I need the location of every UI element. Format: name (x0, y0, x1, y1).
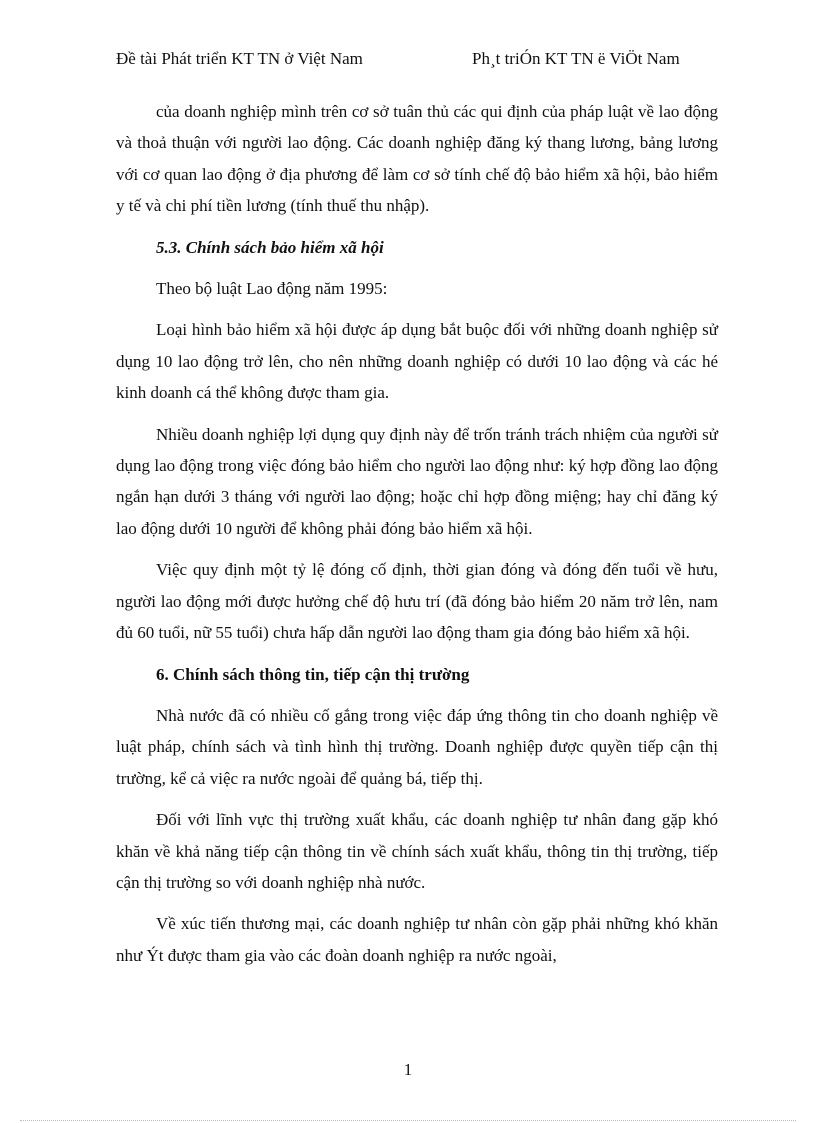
section-heading-5-3: 5.3. Chính sách bảo hiểm xã hội (156, 237, 384, 257)
page-header (116, 49, 708, 71)
paragraph-export-market: Đối với lĩnh vực thị trường xuất khẩu, các doanh nghiệp tư nhân đang gặp khó khăn về khả năng tiếp cận thông tin về chính sách xuất khẩu, thông tin thị trường, tiếp cận thị trường so với doanh nghiệp nhà nước. (116, 810, 718, 892)
paragraph-continuation: của doanh nghiệp mình trên cơ sở tuân thủ các qui định của pháp luật về lao động và thoả thuận với người lao động. Các doanh nghiệp đăng ký thang lương, bảng lương với cơ quan lao động ở địa phương để làm cơ sở tính chế độ bảo hiểm xã hội, bảo hiểm y tế và chi phí tiền lương (tính thuế thu nhập). (116, 102, 718, 216)
paragraph-labor-law: Theo bộ luật Lao động năm 1995: (156, 279, 388, 299)
header-right-title: Ph¸t triÓn KT TN ë ViÖt Nam (472, 49, 680, 68)
section-heading-6: 6. Chính sách thông tin, tiếp cận thị trường (156, 664, 470, 684)
document-body (116, 96, 718, 981)
paragraph-retirement-rules: Việc quy định một tỷ lệ đóng cố định, thời gian đóng và đóng đến tuổi về hưu, người lao động mới được hưởng chế độ hưu trí (đã đóng bảo hiểm 20 năm trở lên, nam đủ 60 tuổi, nữ 55 tuổi) chưa hấp dẫn người lao động tham gia đóng bảo hiểm xã hội. (116, 560, 718, 643)
paragraph-trade-promotion: Về xúc tiến thương mại, các doanh nghiệp tư nhân còn gặp phải những khó khăn như Ýt được tham gia vào các đoàn doanh nghiệp ra nước ngoài, (116, 914, 718, 965)
page-bottom-divider (20, 1120, 796, 1121)
paragraph-state-information: Nhà nước đã có nhiều cố gắng trong việc đáp ứng thông tin cho doanh nghiệp về luật pháp, chính sách và tình hình thị trường. Doanh nghiệp được quyền tiếp cận thị trường, kể cả việc ra nước ngoài để quảng bá, tiếp thị. (116, 705, 718, 788)
header-left-title: Đề tài Phát triển KT TN ở Việt Nam (116, 49, 363, 68)
paragraph-insurance-type: Loại hình bảo hiểm xã hội được áp dụng bắt buộc đối với những doanh nghiệp sử dụng 10 lao động trở lên, cho nên những doanh nghiệp có dưới 10 lao động và các hé kinh doanh cá thể không được tham gia. (116, 320, 718, 403)
page-number: 1 (403, 1060, 413, 1079)
paragraph-enterprise-avoidance: Nhiều doanh nghiệp lợi dụng quy định này để trốn tránh trách nhiệm của người sử dụng lao động trong việc đóng bảo hiểm cho người lao động như: ký hợp đồng lao động ngắn hạn dưới 3 tháng với người lao động; hoặc chỉ hợp đồng miệng; hay chỉ đăng ký lao động dưới 10 người để không phải đóng bảo hiểm xã hội. (116, 424, 718, 538)
